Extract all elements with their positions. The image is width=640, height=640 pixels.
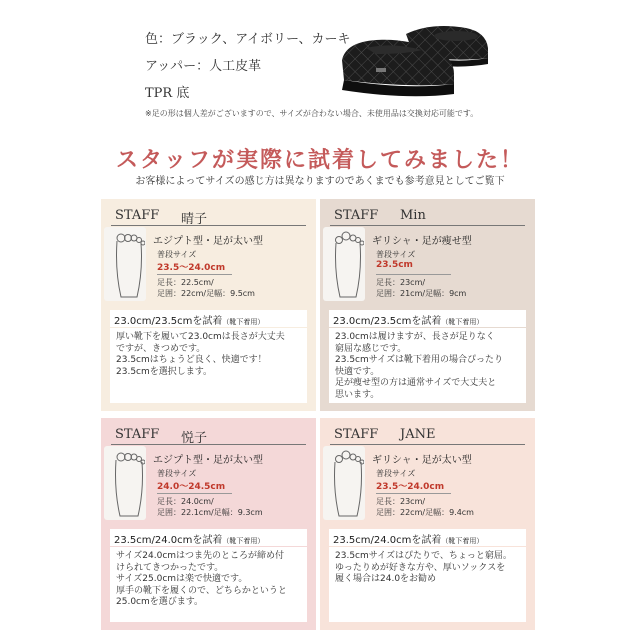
fitting-note: （靴下着用）	[222, 318, 265, 326]
foot-length: 足長：23cm/	[376, 278, 426, 287]
foot-length: 足長：22.5cm/	[157, 278, 214, 287]
comment-line: ゆったりめが好きな方や、厚いソックスを	[335, 562, 506, 573]
foot-outline-icon	[111, 450, 145, 520]
foot-girth: 足囲：22.1cm/足幅：9.3cm	[157, 508, 263, 517]
comment-line: けられてきつかったです。	[116, 562, 224, 573]
foot-type: ギリシャ・足が太い型	[372, 455, 472, 466]
usual-size-value: 23.5～24.0cm	[157, 263, 226, 273]
staff-header	[330, 427, 525, 445]
staff-card-jane	[320, 418, 535, 630]
comment-line: 窮屈な感じです。	[335, 343, 407, 354]
comment-line: 23.0cmは履けますが、長さが足りなく	[335, 332, 495, 342]
comment-box	[110, 547, 307, 622]
divider	[376, 493, 451, 494]
fitting-label	[329, 310, 526, 327]
staff-card-etsuko	[101, 418, 316, 630]
shoe-image	[336, 14, 496, 104]
fitting-sizes: 23.0cm/23.5cmを試着	[333, 316, 442, 327]
fitting-note: （靴下着用）	[441, 318, 484, 326]
comment-line: 厚い靴下を履いて23.0cmは長さが大丈夫	[116, 332, 285, 342]
staff-name: Min	[400, 208, 426, 223]
staff-card-haruko	[101, 199, 316, 411]
staff-name: JANE	[400, 427, 436, 442]
comment-line: ですが、きつめです。	[116, 343, 206, 354]
divider	[376, 274, 451, 275]
usual-size-label: 普段サイズ	[376, 250, 416, 259]
usual-size-value: 23.5cm	[376, 260, 413, 270]
comment-line: 足が痩せ型の方は通常サイズで大丈夫と	[335, 378, 497, 388]
fitting-sizes: 23.5cm/24.0cmを試着	[333, 535, 442, 546]
comment-line: 23.5cmサイズは靴下着用の場合ぴったり	[335, 355, 504, 365]
usual-size-value: 23.5～24.0cm	[376, 482, 445, 492]
comment-line: 厚手の靴下を履くので、どちらかというと	[116, 585, 287, 596]
staff-header	[111, 208, 306, 226]
usual-size-label: 普段サイズ	[157, 250, 197, 259]
staff-name: 晴子	[181, 212, 208, 227]
size-note: ※足の形は個人差がございますので、サイズが合わない場合、未使用品は交換対応可能です。	[145, 109, 479, 118]
foot-type: エジプト型・足が太い型	[153, 455, 263, 466]
staff-name: 悦子	[181, 431, 208, 446]
fitting-sizes: 23.0cm/23.5cmを試着	[114, 316, 223, 327]
headline: スタッフが実際に試着してみました！	[115, 147, 524, 173]
staff-header	[111, 427, 306, 445]
comment-box	[110, 328, 307, 403]
fitting-note: （靴下着用）	[222, 537, 265, 545]
comment-line: 25.0cmを選びます。	[116, 597, 204, 607]
foot-length: 足長：24.0cm/	[157, 497, 214, 506]
usual-size-label: 普段サイズ	[376, 469, 416, 478]
foot-type: ギリシャ・足が痩せ型	[372, 236, 472, 247]
divider	[157, 274, 232, 275]
staff-header	[330, 208, 525, 226]
comment-line: 履く場合は24.0をお勧め	[335, 574, 437, 584]
comment-line: 23.5cmはちょうど良く、快適です！	[116, 355, 267, 365]
fitting-sizes: 23.5cm/24.0cmを試着	[114, 535, 223, 546]
foot-length: 足長：23cm/	[376, 497, 426, 506]
staff-label: STAFF	[334, 208, 379, 223]
divider	[157, 493, 232, 494]
comment-line: サイズ25.0cmは楽で快適です。	[116, 574, 248, 584]
usual-size-value: 24.0～24.5cm	[157, 482, 226, 492]
comment-box	[329, 547, 526, 622]
usual-size-label: 普段サイズ	[157, 469, 197, 478]
upper-spec: アッパー：人工皮革	[145, 59, 262, 74]
staff-label: STAFF	[334, 427, 379, 442]
comment-box	[329, 328, 526, 403]
foot-type: エジプト型・足が太い型	[153, 236, 263, 247]
fitting-label	[110, 310, 307, 327]
color-spec: 色：ブラック、アイボリー、カーキ	[145, 32, 351, 47]
staff-label: STAFF	[115, 427, 160, 442]
subline: お客様によってサイズの感じ方は異なりますのであくまでも参考意見としてご覧下	[135, 176, 505, 187]
foot-outline-icon	[111, 231, 145, 301]
staff-card-min	[320, 199, 535, 411]
fitting-label	[110, 529, 307, 546]
comment-line: 思います。	[335, 389, 380, 400]
foot-outline-icon	[330, 231, 364, 301]
foot-girth: 足囲：21cm/足幅：9cm	[376, 289, 467, 298]
comment-line: サイズ24.0cmはつま先のところが締め付	[116, 551, 285, 561]
comment-line: 23.5cmサイズはぴたりで、ちょっと窮屈。	[335, 551, 512, 561]
foot-girth: 足囲：22cm/足幅：9.4cm	[376, 508, 474, 517]
foot-girth: 足囲：22cm/足幅：9.5cm	[157, 289, 255, 298]
sole-spec: TPR 底	[145, 86, 190, 101]
staff-label: STAFF	[115, 208, 160, 223]
comment-line: 23.5cmを選択します。	[116, 366, 213, 377]
fitting-label	[329, 529, 526, 546]
comment-line: 快適です。	[335, 366, 380, 377]
fitting-note: （靴下着用）	[441, 537, 484, 545]
foot-outline-icon	[330, 450, 364, 520]
